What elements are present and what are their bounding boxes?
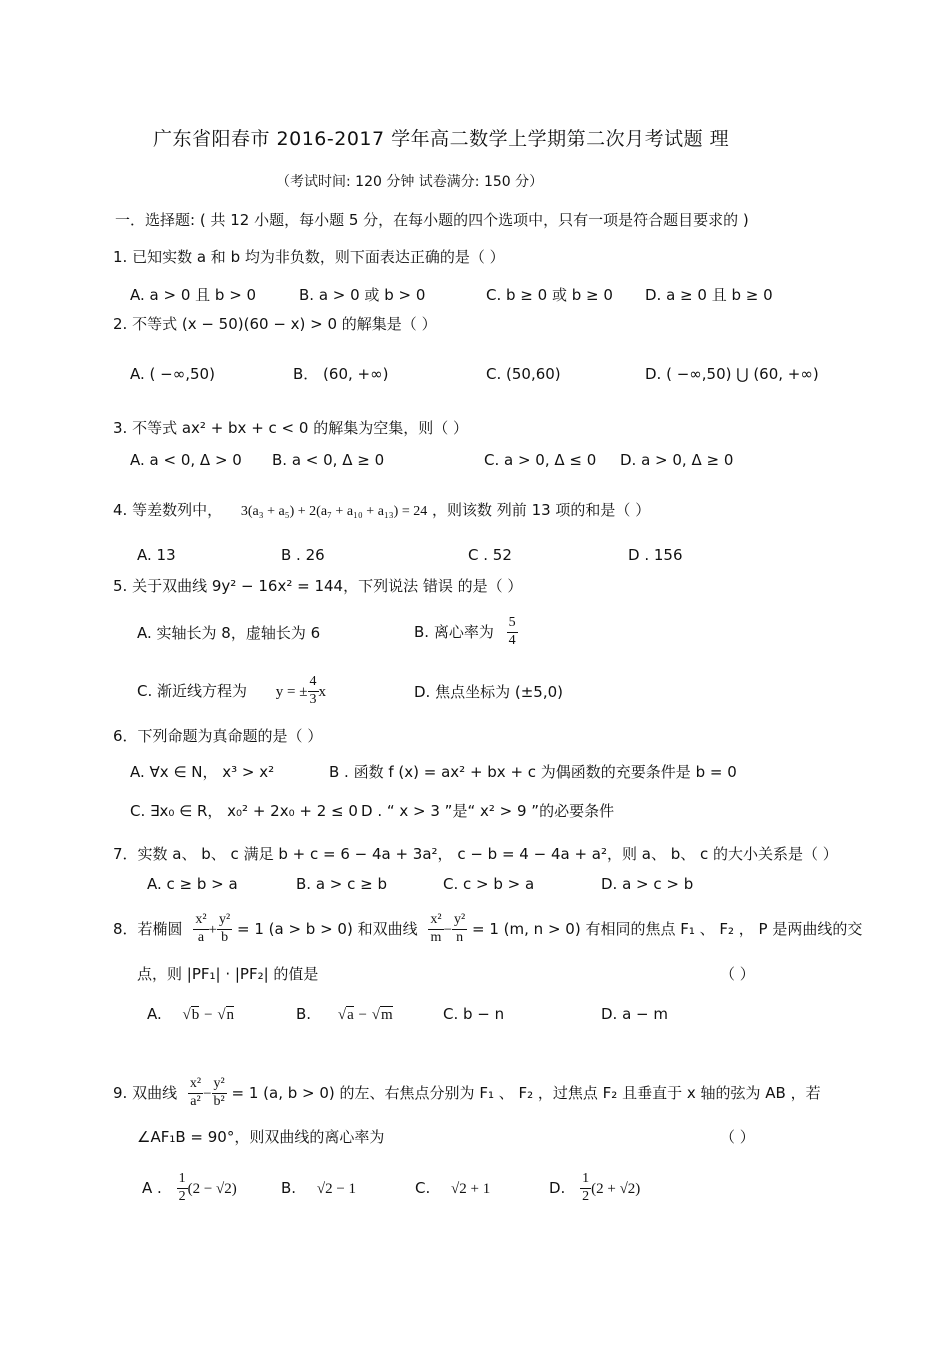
ellipse-y-numerator: y² bbox=[217, 913, 232, 930]
question-6-option-d: D . “ x > 3 ”是“ x² > 9 ”的必要条件 bbox=[361, 802, 615, 820]
question-1-option-c: C. b ≥ 0 或 b ≥ 0 bbox=[486, 286, 613, 304]
q9-x-fraction bbox=[188, 1077, 203, 1109]
question-8-stem-middle: = 1 (a > b > 0) 和双曲线 bbox=[236, 920, 418, 938]
eccentricity-denominator: 4 bbox=[508, 633, 516, 648]
q9-y-fraction bbox=[212, 1077, 227, 1109]
half-denominator: 2 bbox=[178, 1189, 186, 1204]
page-title: 广东省阳春市 2016-2017 学年高二数学上学期第二次月考试题 理 bbox=[153, 128, 730, 150]
hyperbola-y-fraction bbox=[452, 913, 467, 945]
question-9-option-d bbox=[549, 1170, 640, 1207]
question-2-stem: 2. 不等式 (x − 50)(60 − x) > 0 的解集是（ ） bbox=[113, 315, 437, 333]
radical-sign: √ bbox=[217, 1007, 226, 1023]
asymptote-numerator: 4 bbox=[308, 675, 319, 692]
asymptote-prefix: y = ± bbox=[275, 684, 308, 700]
question-7-option-a: A. c ≥ b > a bbox=[147, 875, 238, 893]
question-4-option-a: A. 13 bbox=[137, 546, 176, 564]
question-3-option-d: D. a > 0, Δ ≥ 0 bbox=[620, 451, 734, 469]
question-6-stem: 6．下列命题为真命题的是（ ） bbox=[113, 727, 323, 745]
radical-sign: √ bbox=[371, 1007, 381, 1023]
question-9-option-c-label: C. bbox=[415, 1179, 431, 1197]
question-3-option-a: A. a < 0, Δ > 0 bbox=[130, 451, 242, 469]
question-1-option-b: B. a > 0 或 b > 0 bbox=[299, 286, 426, 304]
question-9-option-c bbox=[415, 1181, 490, 1197]
radicand-m: m bbox=[381, 1007, 393, 1023]
minus-sign: − bbox=[358, 1007, 367, 1023]
question-8-stem-line2: 点，则 |PF₁| · |PF₂| 的值是 bbox=[137, 965, 319, 983]
option-b-expression: √2 − 1 bbox=[316, 1181, 357, 1197]
question-2-option-a: A. ( −∞,50) bbox=[130, 365, 215, 383]
question-9-option-b-label: B. bbox=[281, 1179, 297, 1197]
question-8-option-a bbox=[147, 1007, 234, 1023]
ellipse-x-denominator: a bbox=[197, 930, 205, 945]
minus-sign: − bbox=[203, 1086, 212, 1102]
question-5-option-d: D. 焦点坐标为 (±5,0) bbox=[414, 683, 563, 701]
ellipse-y-denominator: b bbox=[221, 930, 229, 945]
question-3-stem: 3. 不等式 ax² + bx + c < 0 的解集为空集，则（ ） bbox=[113, 419, 468, 437]
section-heading: 一．选择题: ( 共 12 小题，每小题 5 分，在每小题的四个选项中，只有一项是符合题目要求的 ) bbox=[115, 211, 749, 229]
asymptote-denominator: 3 bbox=[309, 692, 317, 707]
question-9-answer-paren: （ ） bbox=[720, 1128, 755, 1146]
question-8-stem bbox=[113, 908, 862, 951]
question-4-option-b: B . 26 bbox=[281, 546, 325, 564]
q9-y-numerator: y² bbox=[212, 1077, 227, 1094]
minus-sign: − bbox=[443, 922, 453, 938]
question-7-option-b: B. a > c ≥ b bbox=[296, 875, 387, 893]
hyperbola-x-denominator: m bbox=[430, 930, 442, 945]
radicand-a: a bbox=[347, 1007, 354, 1023]
question-7-stem: 7．实数 a、 b、 c 满足 b + c = 6 − 4a + 3a²， c − b = 4 − 4a + a²，则 a、 b、 c 的大小关系是（ ） bbox=[113, 845, 838, 863]
half-fraction bbox=[177, 1172, 188, 1204]
question-3-option-c: C. a > 0, Δ ≤ 0 bbox=[484, 451, 597, 469]
q9-x-numerator: x² bbox=[188, 1077, 203, 1094]
question-1-stem: 1. 已知实数 a 和 b 均为非负数，则下面表达正确的是（ ） bbox=[113, 248, 505, 266]
radical-sign: √ bbox=[182, 1007, 191, 1023]
question-8-option-c: C. b − n bbox=[443, 1005, 505, 1023]
question-5-option-b-label: B. 离心率为 bbox=[414, 623, 494, 641]
question-4-option-d: D . 156 bbox=[628, 546, 683, 564]
question-8-option-d: D. a − m bbox=[601, 1005, 668, 1023]
question-4-option-c: C . 52 bbox=[468, 546, 512, 564]
hyperbola-x-numerator: x² bbox=[428, 913, 443, 930]
option-c-expression: √2 + 1 bbox=[451, 1181, 491, 1197]
plus-sign: + bbox=[208, 922, 217, 938]
exam-info: （考试时间: 120 分钟 试卷满分: 150 分） bbox=[276, 174, 544, 190]
question-8-stem-tail: = 1 (m, n > 0) 有相同的焦点 F₁ 、 F₂ ， P 是两曲线的交 bbox=[472, 920, 863, 938]
question-9-stem bbox=[113, 1072, 821, 1115]
ellipse-x-fraction bbox=[193, 913, 208, 945]
question-8-option-b bbox=[296, 1007, 393, 1023]
asymptote-suffix: x bbox=[318, 684, 326, 700]
question-5-option-b bbox=[414, 614, 518, 650]
radical-sign: √ bbox=[337, 1007, 347, 1023]
half-fraction bbox=[580, 1172, 591, 1204]
question-8-stem-lead: 8．若椭圆 bbox=[113, 920, 183, 938]
eccentricity-numerator: 5 bbox=[507, 616, 518, 633]
option-a-expression: (2 − √2) bbox=[187, 1181, 237, 1197]
asymptote-fraction bbox=[308, 675, 319, 707]
hyperbola-x-fraction bbox=[428, 913, 443, 945]
question-8-option-a-label: A. bbox=[147, 1005, 162, 1023]
option-d-expression: (2 + √2) bbox=[591, 1181, 641, 1197]
question-1-option-d: D. a ≥ 0 且 b ≥ 0 bbox=[645, 286, 773, 304]
question-3-option-b: B. a < 0, Δ ≥ 0 bbox=[272, 451, 385, 469]
half-denominator: 2 bbox=[582, 1189, 590, 1204]
question-5-option-a: A. 实轴长为 8，虚轴长为 6 bbox=[137, 624, 321, 642]
question-2-option-d: D. ( −∞,50) ⋃ (60, +∞) bbox=[645, 365, 819, 383]
hyperbola-y-numerator: y² bbox=[452, 913, 467, 930]
question-5-stem: 5. 关于双曲线 9y² − 16x² = 144，下列说法 错误 的是（ ） bbox=[113, 577, 523, 595]
question-9-stem-line2: ∠AF₁B = 90°，则双曲线的离心率为 bbox=[137, 1128, 385, 1146]
ellipse-y-fraction bbox=[217, 913, 232, 945]
question-7-option-c: C. c > b > a bbox=[443, 875, 535, 893]
question-6-option-a: A. ∀x ∈ N， x³ > x² bbox=[130, 763, 275, 781]
question-6-option-b: B . 函数 f (x) = ax² + bx + c 为偶函数的充要条件是 b = 0 bbox=[329, 763, 737, 781]
q9-x-denominator: a² bbox=[190, 1094, 201, 1109]
question-7-option-d: D. a > c > b bbox=[601, 875, 694, 893]
question-4-stem-lead: 4. 等差数列中， bbox=[113, 501, 223, 519]
question-5-option-c-label: C. 渐近线方程为 bbox=[137, 682, 248, 700]
question-4-stem bbox=[113, 503, 650, 519]
half-numerator: 1 bbox=[580, 1172, 591, 1189]
question-8-answer-paren: （ ） bbox=[720, 965, 755, 983]
q9-y-denominator: b² bbox=[213, 1094, 225, 1109]
question-4-equation: 3(a₃ + a₅) + 2(a₇ + a₁₀ + a₁₃) = 24 bbox=[240, 504, 428, 519]
question-2-option-c: C. (50,60) bbox=[486, 365, 561, 383]
ellipse-x-numerator: x² bbox=[193, 913, 208, 930]
question-4-stem-tail: ，则该数 列前 13 项的和是（ ） bbox=[432, 501, 651, 519]
question-1-option-a: A. a > 0 且 b > 0 bbox=[130, 286, 257, 304]
eccentricity-fraction bbox=[507, 616, 518, 648]
minus-sign: − bbox=[204, 1007, 213, 1023]
question-9-stem-lead: 9. 双曲线 bbox=[113, 1084, 178, 1102]
half-numerator: 1 bbox=[177, 1172, 188, 1189]
hyperbola-y-denominator: n bbox=[456, 930, 464, 945]
radicand-b: b bbox=[191, 1007, 200, 1023]
question-9-option-b bbox=[281, 1181, 356, 1197]
question-8-option-b-label: B. bbox=[296, 1005, 312, 1023]
question-9-option-d-label: D. bbox=[549, 1179, 566, 1197]
question-9-option-a-label: A . bbox=[142, 1179, 162, 1197]
question-2-option-b: B． (60, +∞) bbox=[293, 365, 389, 383]
question-9-option-a bbox=[142, 1170, 237, 1207]
question-9-stem-tail: = 1 (a, b > 0) 的左、右焦点分别为 F₁ 、 F₂ ，过焦点 F₂ 且垂直于 x 轴的弦为 AB ，若 bbox=[231, 1084, 821, 1102]
question-5-option-c bbox=[137, 673, 326, 710]
radicand-n: n bbox=[226, 1007, 235, 1023]
question-6-option-c: C. ∃x₀ ∈ R， x₀² + 2x₀ + 2 ≤ 0 bbox=[130, 802, 358, 820]
